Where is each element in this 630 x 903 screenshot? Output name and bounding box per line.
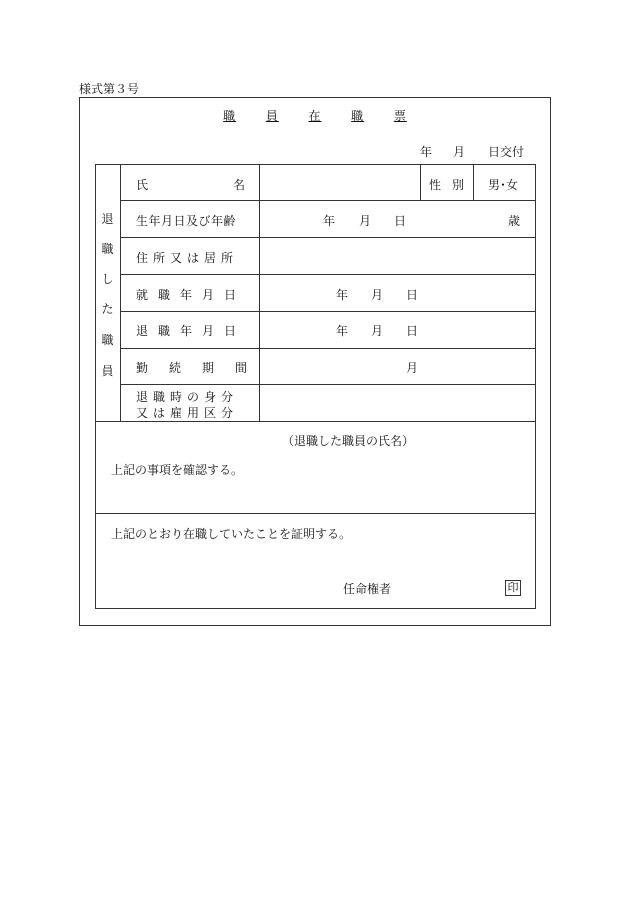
age-label: 歳 [508, 214, 521, 228]
title-char: 職 [351, 109, 365, 123]
side-label-char: し [101, 272, 114, 286]
retire-day-label: 日 [406, 324, 419, 338]
issue-day-label: 日交付 [488, 145, 525, 159]
service-period-label: 勤続期間 [136, 361, 269, 375]
hire-year-label: 年 [336, 288, 349, 302]
retire-date-label: 退職年月日 [136, 324, 247, 338]
gender-value-divider [473, 164, 474, 200]
form-inner-table [95, 164, 536, 609]
row-divider [120, 274, 536, 275]
gender-label-b: 別 [452, 178, 465, 192]
label-column-divider [259, 164, 260, 421]
title-char: 職 [223, 109, 237, 123]
birth-year-label: 年 [323, 214, 336, 228]
status-label-line2: 又は雇用区分 [136, 406, 239, 420]
name-label-a: 氏 [136, 178, 149, 192]
gender-value: 男･女 [488, 178, 519, 192]
retiree-name-caption: （退職した職員の氏名） [282, 434, 415, 448]
certify-statement: 上記のとおり在職していたことを証明する。 [111, 527, 352, 541]
form-number: 様式第３号 [79, 82, 140, 96]
title-char: 員 [265, 109, 279, 123]
form-title [79, 107, 551, 124]
seal-mark: 印 [505, 580, 521, 596]
side-label-char: た [101, 302, 114, 316]
section-divider [95, 421, 536, 422]
issue-year-label: 年 [420, 145, 433, 159]
status-label-line1: 退職時の身分 [136, 390, 239, 404]
row-divider [120, 200, 536, 201]
row-divider [120, 384, 536, 385]
retire-month-label: 月 [371, 324, 384, 338]
side-label-char: 員 [101, 364, 114, 378]
side-label-char: 職 [101, 242, 114, 256]
hire-date-label: 就職年月日 [136, 288, 247, 302]
gender-label-a: 性 [429, 178, 442, 192]
confirm-statement: 上記の事項を確認する。 [111, 463, 244, 477]
title-char: 在 [308, 109, 322, 123]
row-divider [120, 348, 536, 349]
appointing-authority-label: 任命権者 [343, 582, 392, 596]
service-month-label: 月 [406, 361, 419, 375]
name-label-b: 名 [233, 178, 246, 192]
side-column-divider [120, 164, 121, 421]
title-char: 票 [393, 109, 407, 123]
hire-day-label: 日 [406, 288, 419, 302]
row-divider [120, 311, 536, 312]
gender-divider [420, 164, 421, 200]
retire-year-label: 年 [336, 324, 349, 338]
hire-month-label: 月 [371, 288, 384, 302]
address-label: 住所又は居所 [136, 251, 239, 265]
birth-day-label: 日 [394, 214, 407, 228]
row-divider [120, 237, 536, 238]
side-label-char: 職 [101, 333, 114, 347]
birth-label: 生年月日及び年齢 [136, 214, 237, 228]
side-label-char: 退 [101, 212, 114, 226]
section-divider [95, 513, 536, 514]
issue-month-label: 月 [453, 145, 466, 159]
birth-month-label: 月 [359, 214, 372, 228]
